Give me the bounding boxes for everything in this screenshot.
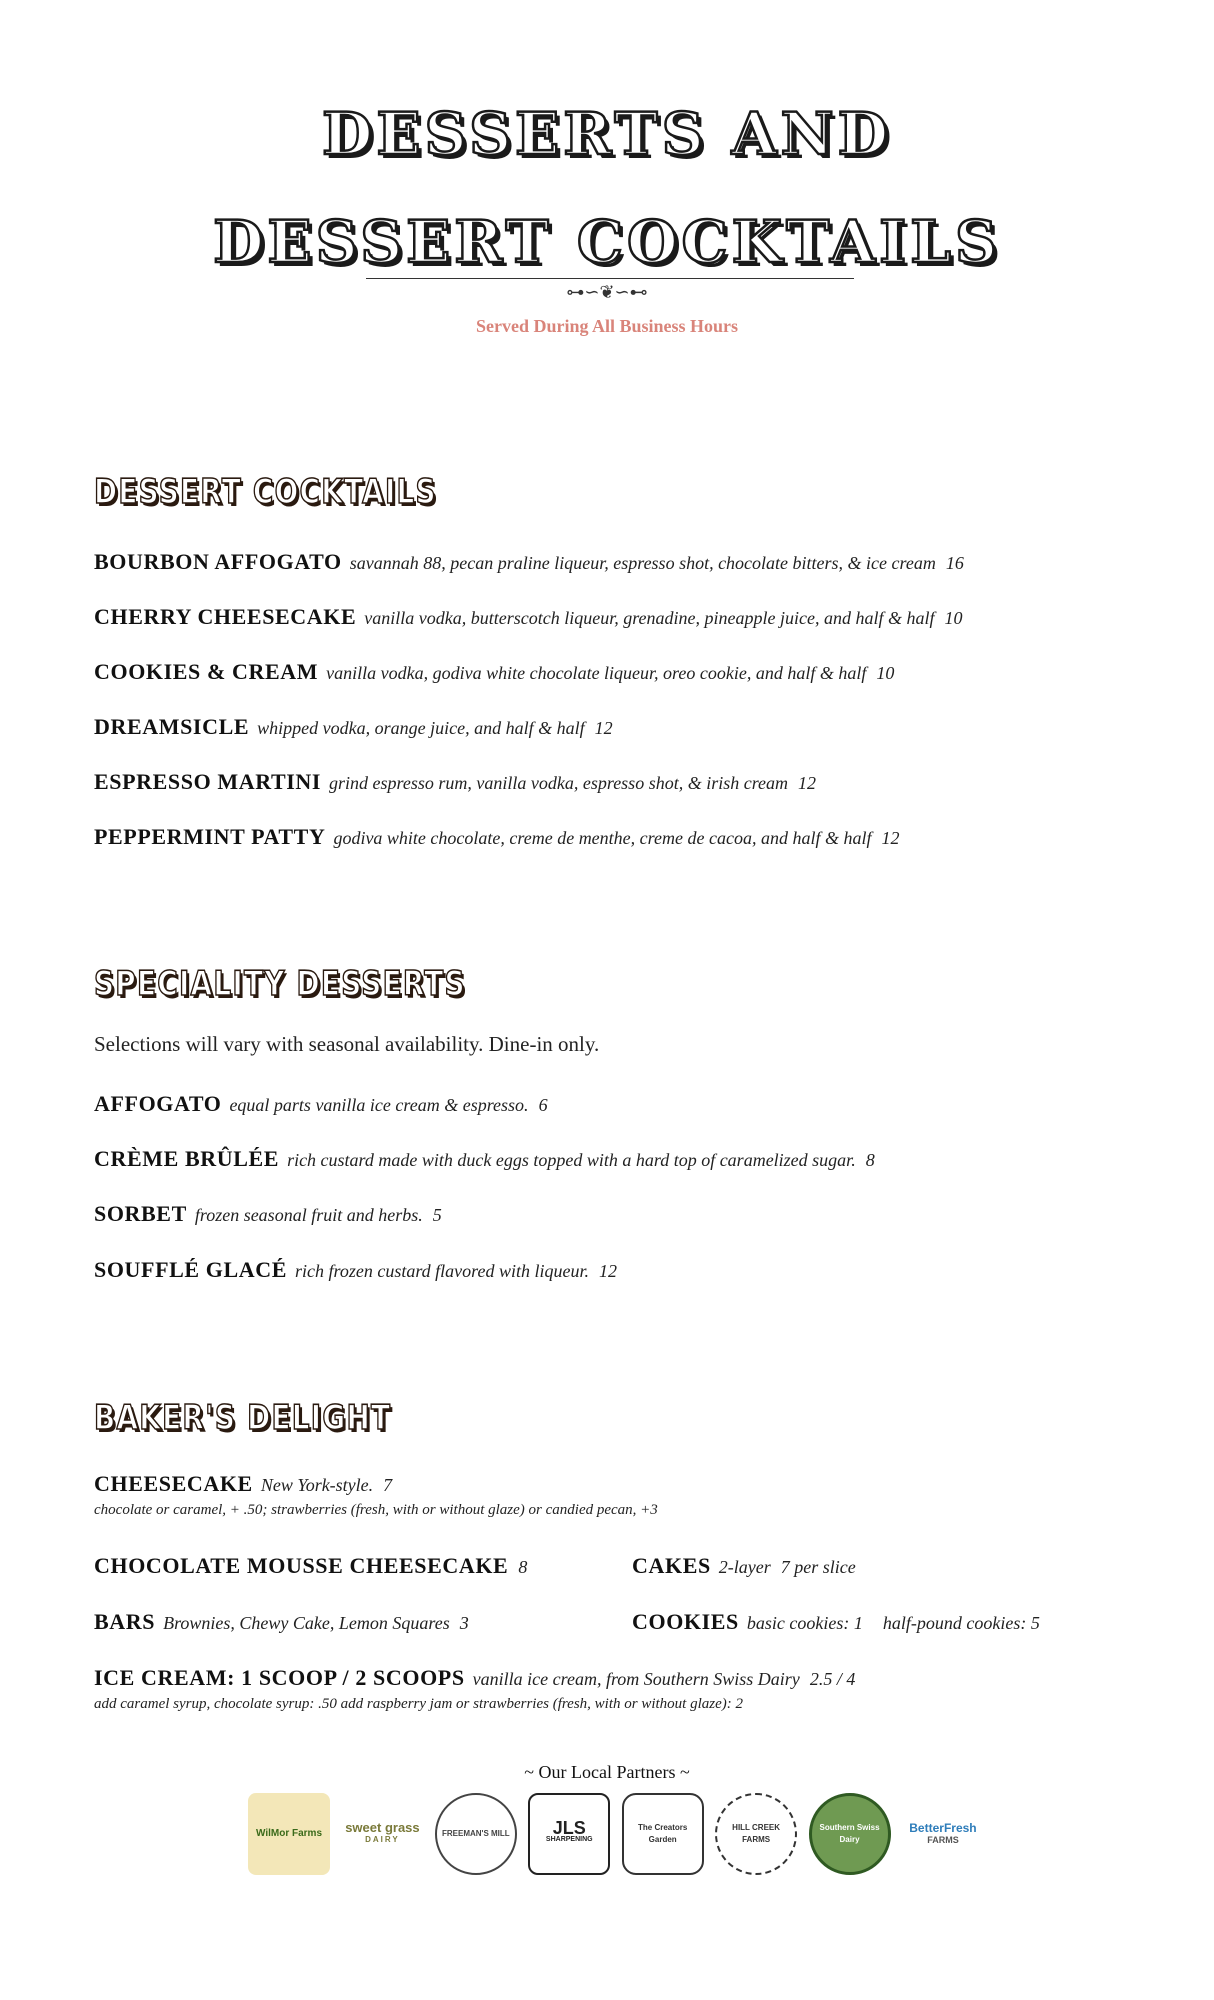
item-price: 6 (538, 1095, 548, 1115)
menu-item-cookies (632, 1608, 1040, 1637)
jls-badge-icon: JLS SHARPENING (528, 1793, 610, 1875)
item-name: CHERRY CHEESECAKE (94, 604, 357, 629)
item-price: 12 (594, 718, 613, 738)
partners-title: ~ Our Local Partners ~ (524, 1762, 690, 1782)
item-name: BARS (94, 1609, 156, 1634)
sunrise-icon: BetterFresh FARMS (909, 1821, 977, 1845)
item-name: ESPRESSO MARTINI (94, 769, 322, 794)
menu-item-mousse-cheesecake (94, 1552, 527, 1581)
menu-item (94, 1256, 617, 1285)
menu-item (94, 713, 613, 742)
menu-item-cheesecake (94, 1470, 392, 1499)
menu-item-ice-cream (94, 1664, 855, 1693)
item-description: godiva white chocolate, creme de menthe, creme de cacoa, and half & half (333, 828, 872, 848)
item-description: savannah 88, pecan praline liqueur, espresso shot, chocolate bitters, & ice cream (349, 553, 936, 573)
item-name: PEPPERMINT PATTY (94, 824, 326, 849)
dairy-cow-icon: Southern Swiss Dairy (809, 1793, 891, 1875)
item-description: Brownies, Chewy Cake, Lemon Squares (163, 1613, 450, 1633)
barn-icon: HILL CREEK FARMS (715, 1793, 797, 1875)
item-price: 12 (798, 773, 817, 793)
item-price: 7 (383, 1475, 393, 1495)
flourish-ornament-icon: ⊶∽❦∽⊷ (566, 282, 648, 303)
menu-item-cakes (632, 1552, 856, 1581)
menu-item (94, 603, 963, 632)
menu-item (94, 768, 816, 797)
section-intro: Selections will vary with seasonal availability. Dine-in only. (94, 1032, 600, 1056)
cow-icon: sweet grass DAIRY (345, 1820, 420, 1844)
item-price: 2.5 / 4 (809, 1669, 856, 1689)
item-name: COOKIES (632, 1609, 739, 1634)
hexagon-icon: The Creators Garden (622, 1793, 704, 1875)
item-name: CHEESECAKE (94, 1471, 253, 1496)
item-price: 10 (944, 608, 963, 628)
item-description: rich frozen custard flavored with liqueur. (295, 1261, 589, 1281)
item-price: 10 (876, 663, 895, 683)
item-description: whipped vodka, orange juice, and half & half (257, 718, 585, 738)
menu-title-line-2: DESSERT COCKTAILS (213, 208, 1001, 276)
item-description: frozen seasonal fruit and herbs. (194, 1205, 423, 1225)
item-description: grind espresso rum, vanilla vodka, espresso shot, & irish cream (329, 773, 789, 793)
menu-item-bars (94, 1608, 469, 1637)
item-price: 12 (881, 828, 900, 848)
item-price: 5 (432, 1205, 442, 1225)
title-divider (366, 278, 854, 279)
section-heading-speciality-desserts: SPECIALITY DESSERTS (94, 964, 466, 1004)
item-name: CRÈME BRÛLÉE (94, 1146, 280, 1171)
item-name: SORBET (94, 1201, 187, 1226)
item-price: 7 per slice (780, 1557, 856, 1577)
item-name: SOUFFLÉ GLACÉ (94, 1257, 287, 1282)
menu-title-line-1: DESSERTS AND (322, 100, 892, 168)
item-price: 3 (459, 1613, 469, 1633)
item-description: rich custard made with duck eggs topped with a hard top of caramelized sugar. (287, 1150, 856, 1170)
flower-cart-icon: WilMor Farms (248, 1793, 330, 1875)
mill-icon: FREEMAN'S MILL (435, 1793, 517, 1875)
item-name: BOURBON AFFOGATO (94, 549, 342, 574)
menu-item (94, 548, 964, 577)
menu-item (94, 658, 894, 687)
item-description: vanilla vodka, godiva white chocolate liqueur, oreo cookie, and half & half (326, 663, 867, 683)
item-name: DREAMSICLE (94, 714, 250, 739)
item-name: CHOCOLATE MOUSSE CHEESECAKE (94, 1553, 509, 1578)
item-description: equal parts vanilla ice cream & espresso. (229, 1095, 529, 1115)
menu-item (94, 823, 899, 852)
section-heading-bakers-delight: BAKER'S DELIGHT (94, 1398, 392, 1438)
item-price: 8 (865, 1150, 875, 1170)
item-name: COOKIES & CREAM (94, 659, 319, 684)
item-addon-note: add caramel syrup, chocolate syrup: .50 add raspberry jam or strawberries (fresh, with or without glaze): 2 (94, 1696, 743, 1712)
item-name: ICE CREAM: 1 SCOOP / 2 SCOOPS (94, 1665, 465, 1690)
served-hours-note: Served During All Business Hours (475, 316, 739, 336)
menu-item (94, 1145, 875, 1174)
item-description: basic cookies: 1 (746, 1613, 863, 1633)
item-description: New York-style. (260, 1475, 374, 1495)
item-name: CAKES (632, 1553, 711, 1578)
item-price: 16 (945, 553, 964, 573)
item-description: vanilla ice cream, from Southern Swiss Dairy (472, 1669, 800, 1689)
item-price: half-pound cookies: 5 (882, 1613, 1040, 1633)
item-addon-note: chocolate or caramel, + .50; strawberries (fresh, with or without glaze) or candied pecan, +3 (94, 1502, 658, 1518)
item-price: 12 (599, 1261, 617, 1281)
section-heading-dessert-cocktails: DESSERT COCKTAILS (94, 472, 437, 512)
menu-item (94, 1090, 548, 1119)
item-price: 8 (518, 1557, 528, 1577)
item-description: 2-layer (718, 1557, 771, 1577)
item-name: AFFOGATO (94, 1091, 222, 1116)
menu-item (94, 1200, 442, 1229)
item-description: vanilla vodka, butterscotch liqueur, grenadine, pineapple juice, and half & half (364, 608, 935, 628)
partner-logos (248, 1786, 984, 1882)
